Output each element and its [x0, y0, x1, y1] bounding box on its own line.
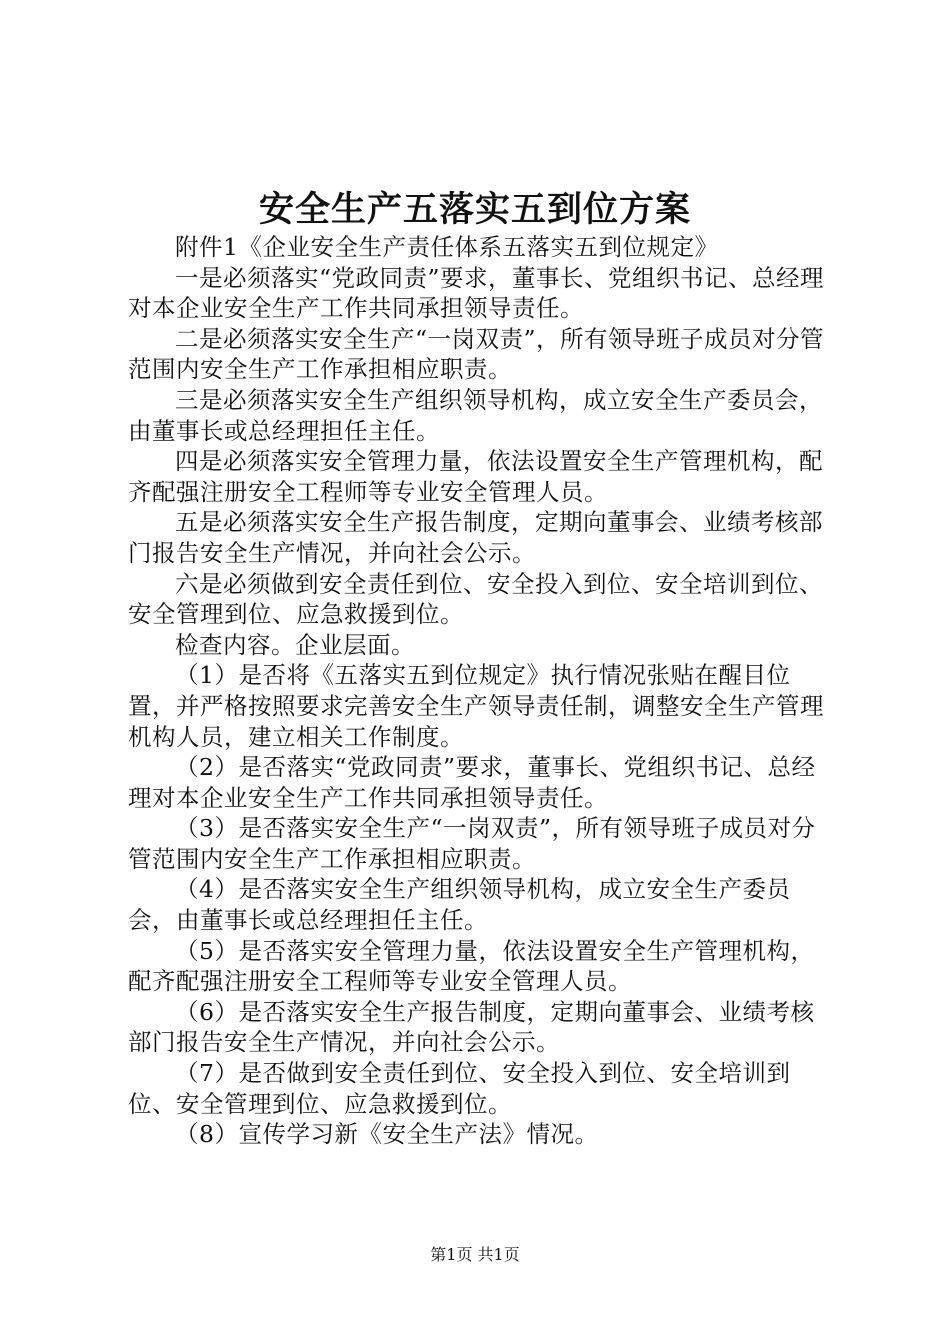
paragraph-check-4: （4）是否落实安全生产组织领导机构，成立安全生产委员会，由董事长或总经理担任主任。: [128, 875, 791, 935]
paragraph-check-heading: 检查内容。企业层面。: [175, 630, 415, 659]
paragraph-check-7: （7）是否做到安全责任到位、安全投入到位、安全培训到位、安全管理到位、应急救援到位。: [128, 1059, 791, 1118]
paragraph-item-3: 三是必须落实安全生产组织领导机构，成立安全生产委员会，由董事长或总经理担任主任。: [128, 385, 823, 445]
paragraph-item-5: 五是必须落实安全生产报告制度，定期向董事会、业绩考核部门报告安全生产情况，并向社会公示。: [128, 508, 823, 567]
document-body: [128, 232, 838, 1150]
paragraph-item-1: 一是必须落实“党政同责”要求，董事长、党组织书记、总经理对本企业安全生产工作共同承担领导责任。: [128, 263, 825, 323]
paragraph-attachment: 附件1《企业安全生产责任体系五落实五到位规定》: [175, 233, 719, 261]
paragraph-check-2: （2）是否落实“党政同责”要求，董事长、党组织书记、总经理对本企业安全生产工作共同承担领导责任。: [128, 753, 816, 812]
paragraph-check-3: （3）是否落实安全生产“一岗双责”，所有领导班子成员对分管范围内安全生产工作承担相应职责。: [128, 814, 816, 873]
paragraph-item-4: 四是必须落实安全管理力量，依法设置安全生产管理机构，配齐配强注册安全工程师等专业安全管理人员。: [128, 447, 823, 506]
paragraph-item-2: 二是必须落实安全生产“一岗双责”，所有领导班子成员对分管范围内安全生产工作承担相应职责。: [128, 324, 825, 384]
paragraph-item-6: 六是必须做到安全责任到位、安全投入到位、安全培训到位、安全管理到位、应急救援到位。: [128, 569, 823, 629]
page-footer: 第1页 共1页: [430, 1245, 520, 1264]
paragraph-check-5: （5）是否落实安全管理力量，依法设置安全生产管理机构，配齐配强注册安全工程师等专业安全管理人员。: [128, 936, 815, 996]
paragraph-check-6: （6）是否落实安全生产报告制度，定期向董事会、业绩考核部门报告安全生产情况，并向社会公示。: [128, 997, 815, 1057]
paragraph-check-1: （1）是否将《五落实五到位规定》执行情况张贴在醒目位置，并严格按照要求完善安全生产领导责任制，调整安全生产管理机构人员，建立相关工作制度。: [128, 661, 824, 751]
paragraph-check-8: （8）宣传学习新《安全生产法》情况。: [175, 1120, 599, 1149]
document-title: 安全生产五落实五到位方案: [258, 189, 691, 230]
